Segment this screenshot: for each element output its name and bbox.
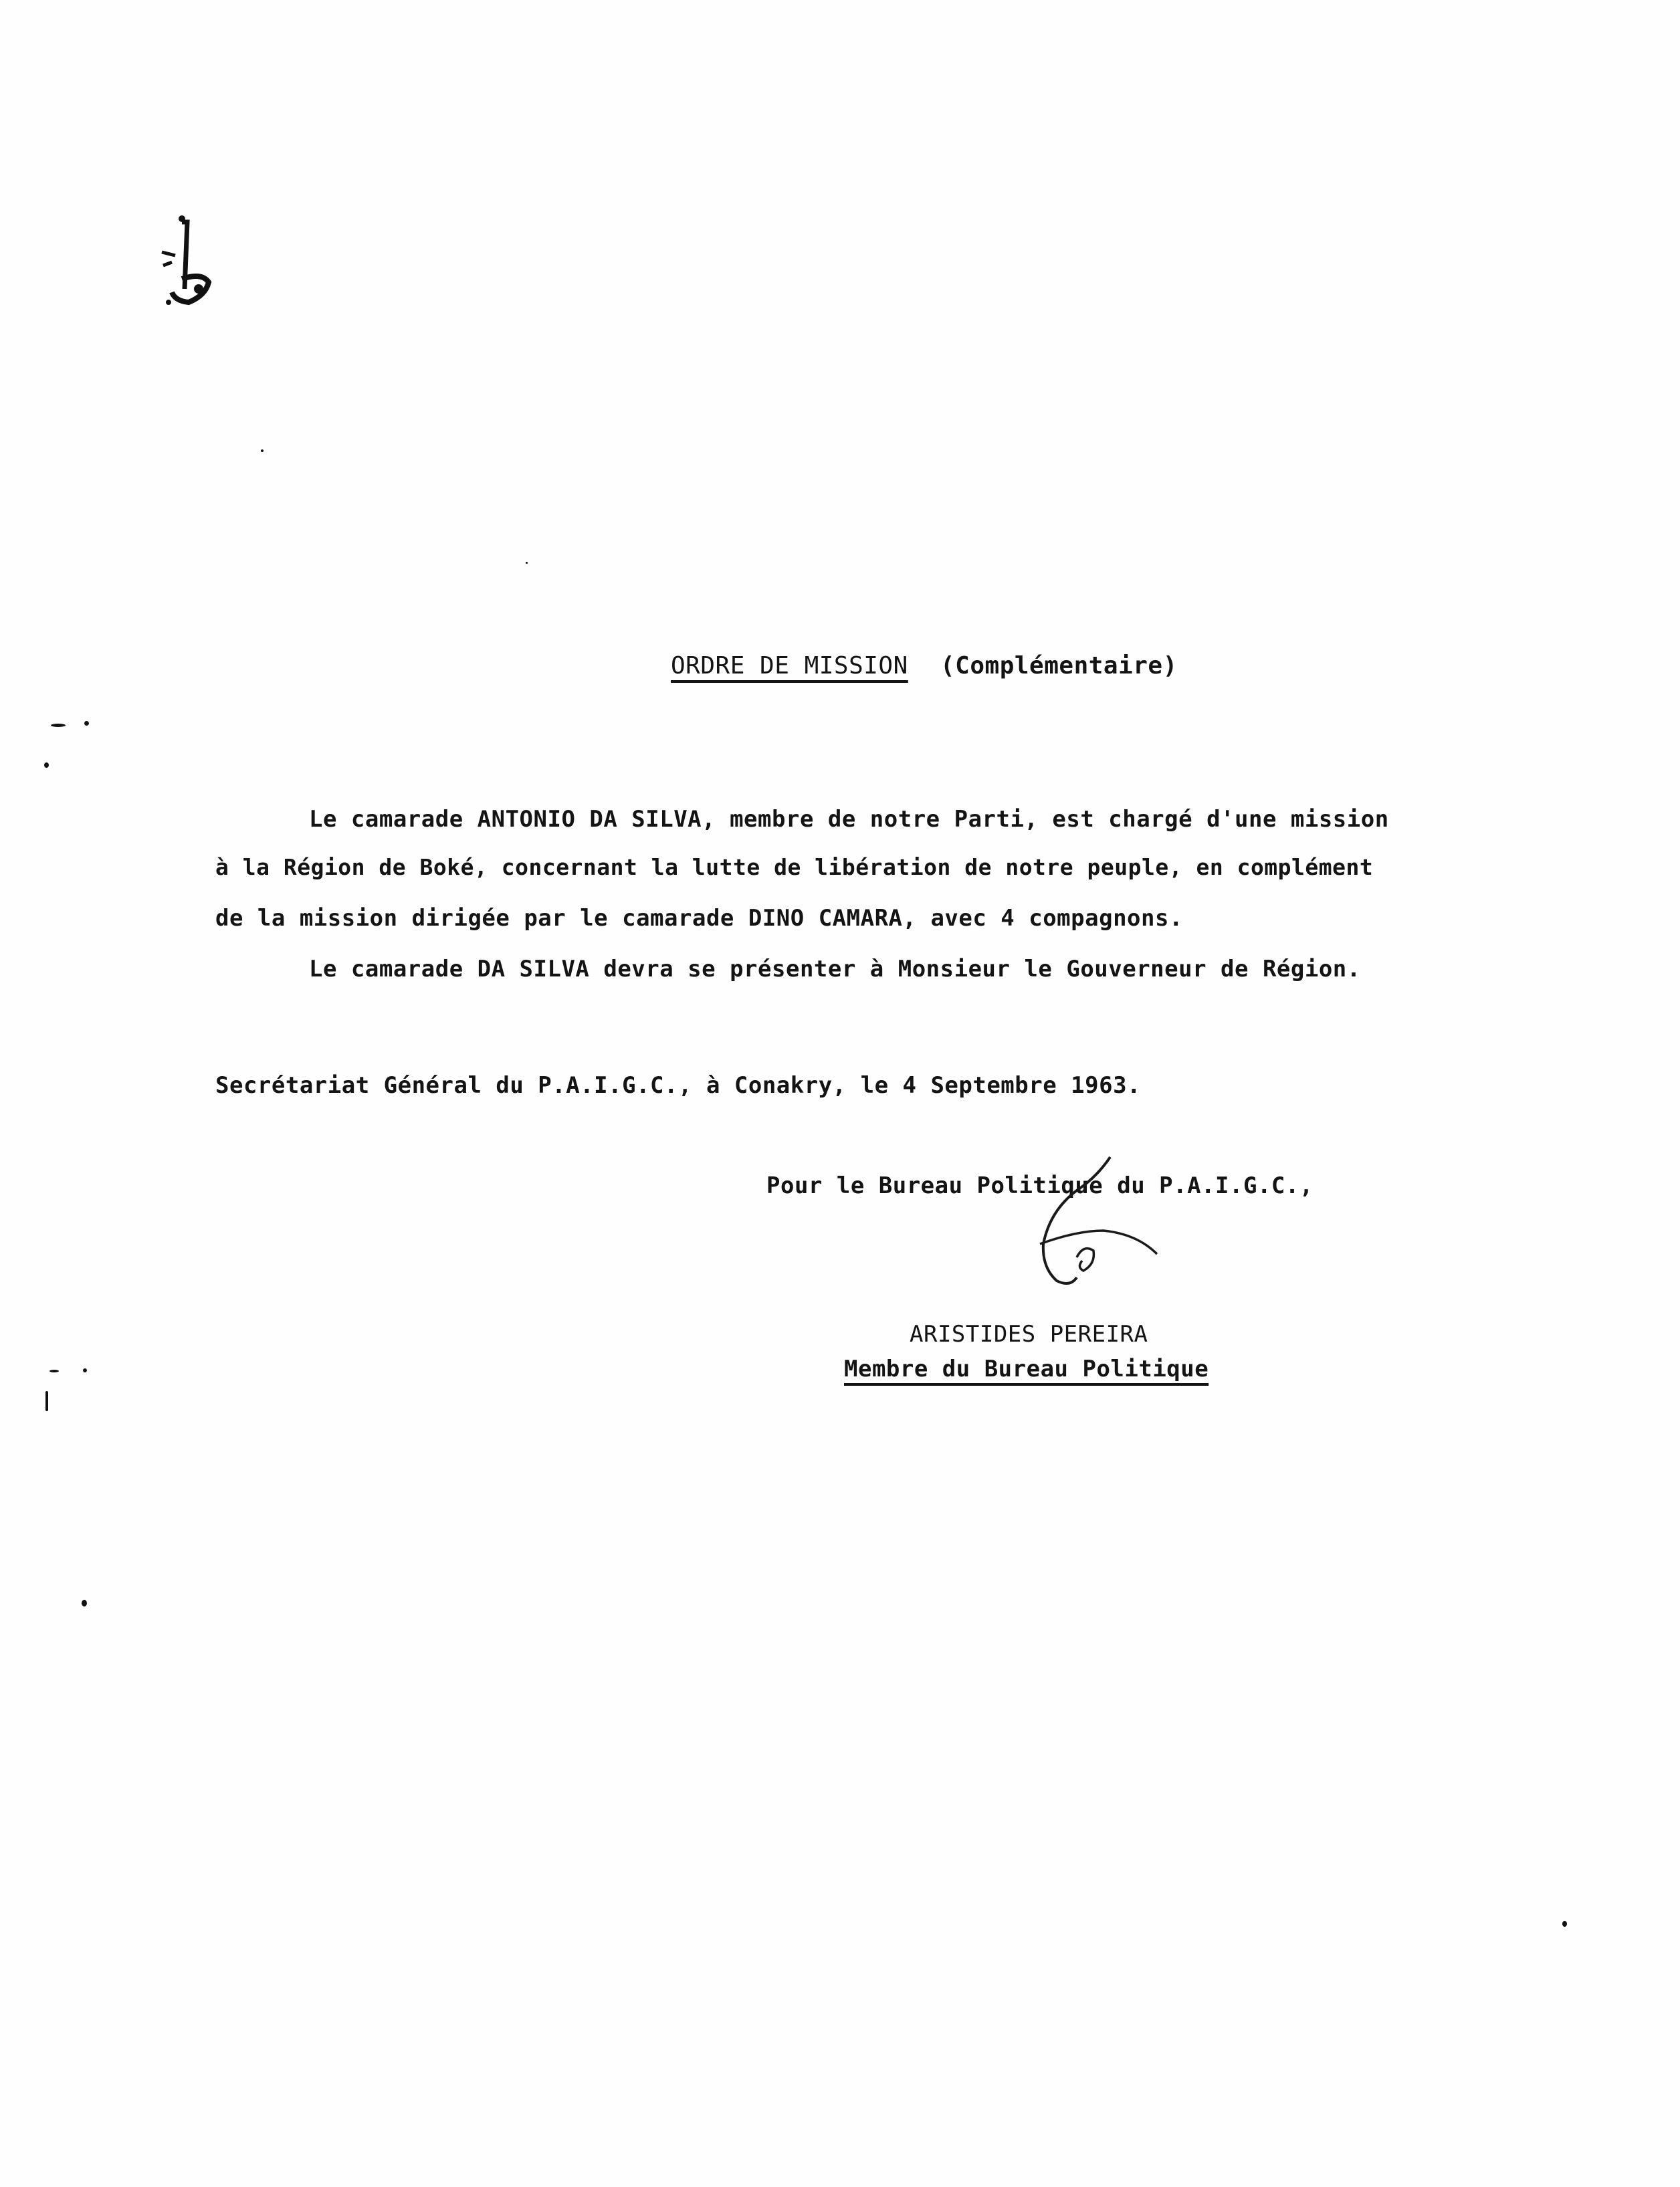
signature-scribble-icon (976, 1150, 1177, 1304)
signatory-role: Membre du Bureau Politique (844, 1356, 1209, 1382)
speck (49, 1370, 59, 1372)
paragraph-1-line-2: à la Région de Boké, concernant la lutte de libération de notre peuple, en complément (215, 854, 1374, 880)
signatory-name: ARISTIDES PEREIRA (910, 1321, 1148, 1348)
speck (84, 721, 89, 726)
paragraph-1-line-1: Le camarade ANTONIO DA SILVA, membre de notre Parti, est chargé d'une mission (309, 806, 1389, 833)
paragraph-2: Le camarade DA SILVA devra se présenter à Monsieur le Gouverneur de Région. (309, 956, 1361, 982)
speck (83, 1368, 87, 1372)
speck (82, 1600, 87, 1606)
place-date: Secrétariat Général du P.A.I.G.C., à Conakry, le 4 Septembre 1963. (215, 1072, 1142, 1099)
paragraph-1-line-3: de la mission dirigée par le camarade DINO CAMARA, avec 4 compagnons. (215, 905, 1183, 932)
document-title: ORDRE DE MISSION (671, 652, 908, 680)
ink-mark-icon (155, 215, 229, 316)
speck (1562, 1921, 1567, 1927)
speck (44, 762, 49, 768)
speck (51, 724, 66, 727)
speck (526, 562, 528, 564)
speck (45, 1391, 48, 1411)
closing-line: Pour le Bureau Politique du P.A.I.G.C., (766, 1172, 1314, 1199)
speck (261, 449, 264, 452)
document-title-suffix: (Complémentaire) (940, 652, 1178, 680)
